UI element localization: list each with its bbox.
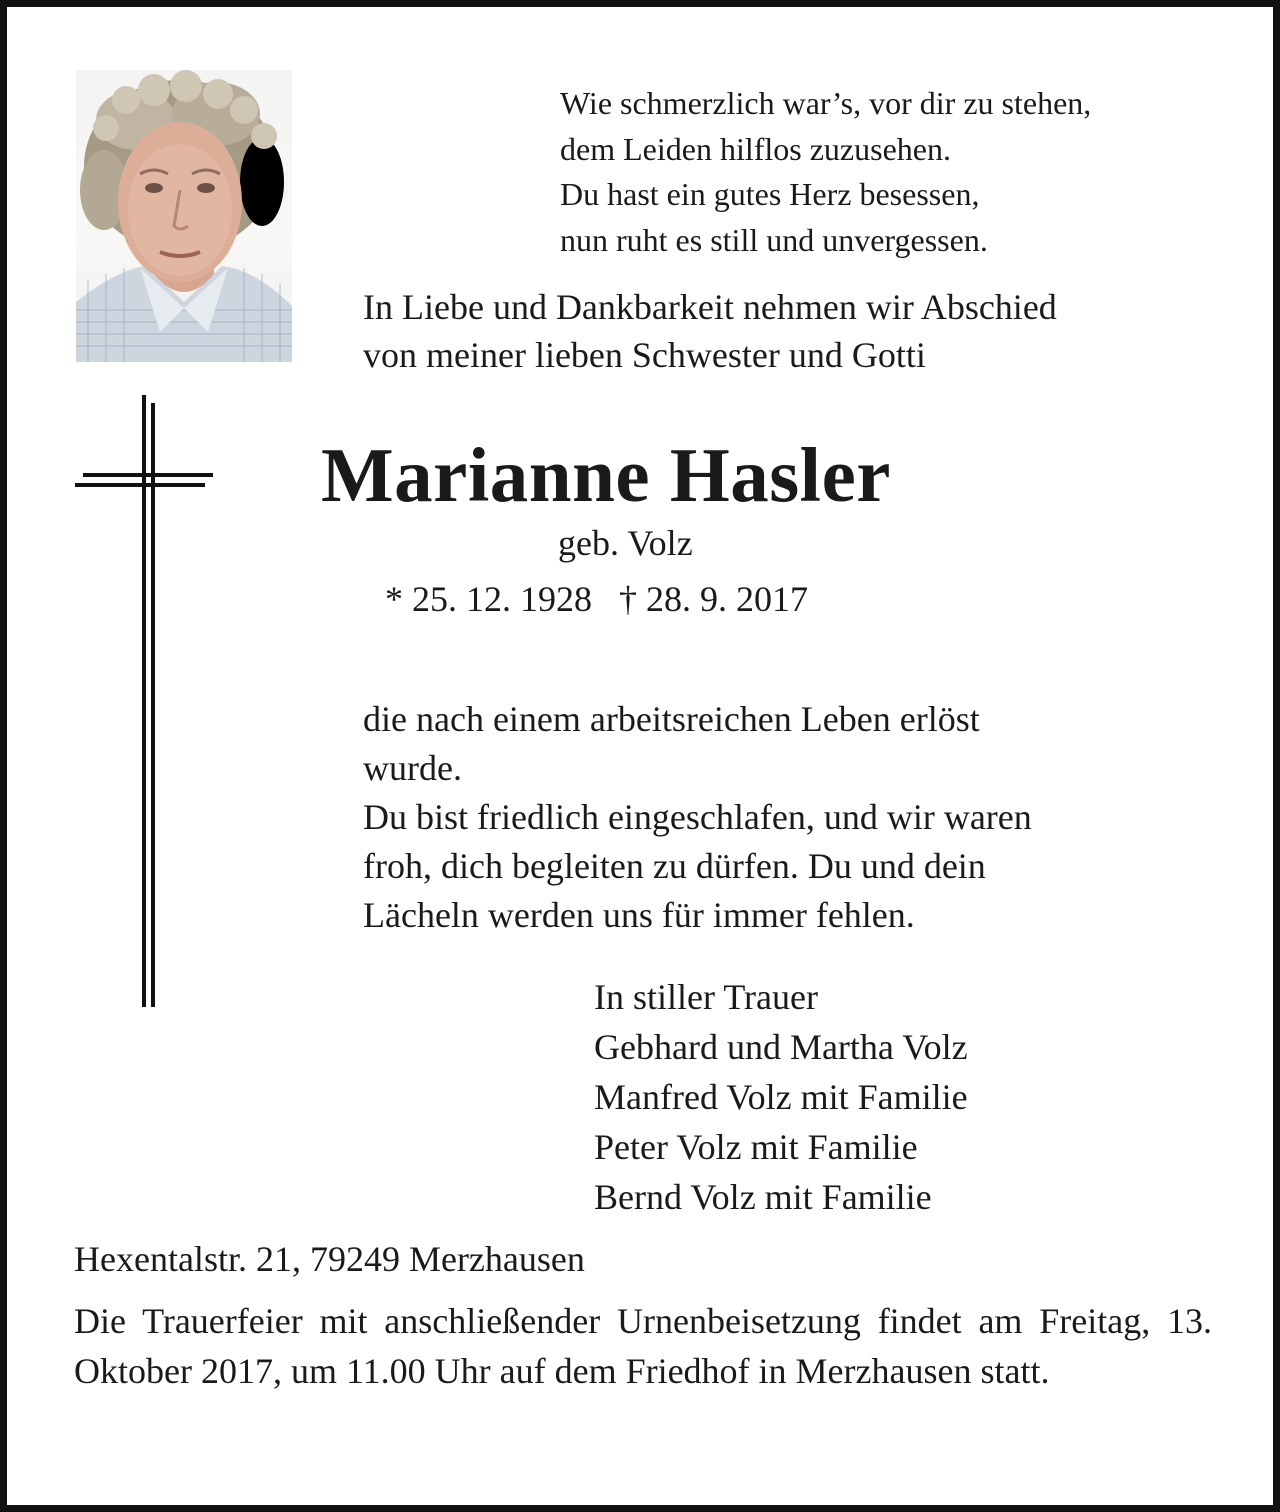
cross-icon [69,395,219,1012]
intro-line: In Liebe und Dankbarkeit nehmen wir Abschied [363,287,1057,327]
mourner-line: Manfred Volz mit Familie [594,1077,968,1117]
poem-line: Du hast ein gutes Herz besessen, [560,176,980,212]
body-text [363,695,1032,940]
farewell-intro [363,283,1057,379]
intro-line: von meiner lieben Schwester und Gotti [363,335,926,375]
portrait-photo [76,70,292,362]
mourner-line: Bernd Volz mit Familie [594,1177,932,1217]
maiden-name: geb. Volz [558,523,693,563]
body-line: wurde. [363,748,462,788]
poem [560,81,1091,263]
body-line: froh, dich begleiten zu dürfen. Du und dein [363,846,986,886]
poem-line: dem Leiden hilflos zuzusehen. [560,130,951,167]
body-line: Lächeln werden uns für immer fehlen. [363,895,915,935]
mourners-list [594,972,968,1222]
mourner-line: In stiller Trauer [594,977,818,1017]
life-dates: * 25. 12. 1928 † 28. 9. 2017 [385,579,808,619]
address: Hexentalstr. 21, 79249 Merzhausen [74,1239,585,1279]
poem-line: nun ruht es still und unvergessen. [560,221,988,258]
mourner-line: Gebhard und Martha Volz [594,1027,968,1067]
deceased-name: Marianne Hasler [321,432,891,518]
mourner-line: Peter Volz mit Familie [594,1127,918,1167]
poem-line: Wie schmerzlich war’s, vor dir zu stehen, [560,85,1092,121]
body-line: die nach einem arbeitsreichen Leben erlöst [363,699,980,739]
service-info: Die Trauerfeier mit anschließender Urnenbeisetzung findet am Freitag, 13. Oktober 2017, um 11.00 Uhr auf dem Friedhof in Merzhausen statt. [74,1301,1212,1391]
body-line: Du bist friedlich eingeschlafen, und wir waren [363,797,1032,837]
